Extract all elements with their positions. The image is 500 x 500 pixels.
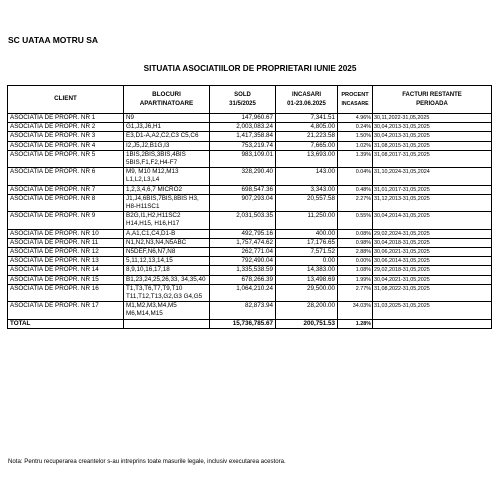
cell-blocuri: B1,23,24,25,26,33, 34,35,40 [124, 275, 210, 284]
cell-blocuri: G1,J3,J6,H1 [124, 123, 210, 132]
cell-sold: 147,960.67 [210, 114, 276, 123]
cell-blocuri: M9, M10 M12,M13 L1,L2,L3,L4 [124, 168, 210, 185]
cell-client: ASOCIATIA DE PROPR. NR 2 [8, 123, 124, 132]
cell-blocuri: E3,D1-A,A2,C2,C3 C5,C6 [124, 132, 210, 141]
cell-procent: 1.08% [338, 266, 373, 275]
cell-procent: 1.99% [338, 275, 373, 284]
total-sold: 15,736,785.67 [210, 319, 276, 328]
cell-client: ASOCIATIA DE PROPR. NR 5 [8, 150, 124, 167]
cell-client: ASOCIATIA DE PROPR. NR 4 [8, 141, 124, 150]
cell-client: ASOCIATIA DE PROPR. NR 1 [8, 114, 124, 123]
header-blocuri: BLOCURI APARTINATOARE [124, 86, 210, 114]
cell-incasari: 3,343.00 [276, 185, 338, 194]
cell-sold: 328,290.40 [210, 168, 276, 185]
cell-incasari: 0.00 [276, 257, 338, 266]
cell-perioada: 31,08,2015-31,05,2025 [373, 141, 492, 150]
cell-incasari: 29,500.00 [276, 284, 338, 301]
cell-procent: 1.39% [338, 150, 373, 167]
cell-procent: 4.96% [338, 114, 373, 123]
total-perioada [373, 319, 492, 328]
cell-blocuri: T1,T3,T6,T7,T9,T10 T11,T12,T13,G2,G3 G4,G5 [124, 284, 210, 301]
total-procent: 1.28% [338, 319, 373, 328]
total-blocuri [124, 319, 210, 328]
header-incasari: INCASARI 01-23.06.2025 [276, 86, 338, 114]
cell-perioada: 31,12,2013-31,05,2025 [373, 194, 492, 211]
table-row [8, 150, 492, 167]
cell-blocuri: M1,M2,M3,M4,M5 M6,M14,M15 [124, 302, 210, 319]
header-sold: SOLD 31/5/2025 [210, 86, 276, 114]
cell-sold: 753,219.74 [210, 141, 276, 150]
table-row [8, 229, 492, 238]
cell-incasari: 7,341.51 [276, 114, 338, 123]
header-client: CLIENT [8, 86, 124, 114]
cell-perioada: 31,01,2017-31,05,2025 [373, 185, 492, 194]
cell-client: ASOCIATIA DE PROPR. NR 3 [8, 132, 124, 141]
cell-incasari: 400.00 [276, 229, 338, 238]
cell-client: ASOCIATIA DE PROPR. NR 15 [8, 275, 124, 284]
header-facturi: FACTURI RESTANTE PERIOADA [373, 86, 492, 114]
cell-perioada: 30,06,2014-31,05,2025 [373, 257, 492, 266]
cell-perioada: 31,08,2022-31,05,2025 [373, 284, 492, 301]
cell-sold: 82,873.94 [210, 302, 276, 319]
table-row [8, 302, 492, 319]
cell-blocuri: 5,11,12,13,14,15 [124, 257, 210, 266]
cell-client: ASOCIATIA DE PROPR. NR 13 [8, 257, 124, 266]
cell-sold: 1,335,538.59 [210, 266, 276, 275]
cell-sold: 1,757,474.62 [210, 238, 276, 247]
table-row [8, 114, 492, 123]
cell-procent: 0.08% [338, 229, 373, 238]
cell-client: ASOCIATIA DE PROPR. NR 16 [8, 284, 124, 301]
cell-perioada: 30,04,2018-31,05,2025 [373, 238, 492, 247]
table-row [8, 141, 492, 150]
cell-sold: 698,547.36 [210, 185, 276, 194]
table-row [8, 212, 492, 229]
table-row [8, 238, 492, 247]
cell-blocuri: 1BIS,2BIS,3BIS,4BIS 5BIS,F1,F2,H4-F7 [124, 150, 210, 167]
cell-incasari: 13,498.69 [276, 275, 338, 284]
total-incasari: 200,751.53 [276, 319, 338, 328]
cell-client: ASOCIATIA DE PROPR. NR 8 [8, 194, 124, 211]
table-row [8, 132, 492, 141]
cell-client: ASOCIATIA DE PROPR. NR 7 [8, 185, 124, 194]
cell-blocuri: A,A1,C1,C4,D1-B [124, 229, 210, 238]
cell-blocuri: N5DEF,N6,N7,N8 [124, 248, 210, 257]
company-name: SC UATAA MOTRU SA [8, 35, 99, 45]
cell-perioada: 31,10,2024-31,05,2024 [373, 168, 492, 185]
total-row [8, 319, 492, 328]
cell-blocuri: N1,N2,N3,N4,N5ABC [124, 238, 210, 247]
cell-perioada: 30,04,2021-31,05,2025 [373, 275, 492, 284]
cell-incasari: 7,665.00 [276, 141, 338, 150]
cell-client: ASOCIATIA DE PROPR. NR 12 [8, 248, 124, 257]
cell-procent: 2.88% [338, 248, 373, 257]
cell-client: ASOCIATIA DE PROPR. NR 10 [8, 229, 124, 238]
cell-incasari: 14,383.00 [276, 266, 338, 275]
table-row [8, 284, 492, 301]
cell-sold: 907,293.04 [210, 194, 276, 211]
cell-procent: 1.50% [338, 132, 373, 141]
cell-sold: 262,771.04 [210, 248, 276, 257]
cell-blocuri: I2,J5,J2,B1G,I3 [124, 141, 210, 150]
cell-client: ASOCIATIA DE PROPR. NR 6 [8, 168, 124, 185]
cell-incasari: 21,223.58 [276, 132, 338, 141]
cell-procent: 0.04% [338, 168, 373, 185]
cell-sold: 1,417,358.84 [210, 132, 276, 141]
cell-incasari: 17,176.65 [276, 238, 338, 247]
table-row [8, 266, 492, 275]
table-header-row [8, 86, 492, 114]
cell-sold: 2,031,503.35 [210, 212, 276, 229]
cell-blocuri: N9 [124, 114, 210, 123]
cell-perioada: 31,08,2017-31,05,2025 [373, 150, 492, 167]
table-row [8, 257, 492, 266]
footnote: Nota: Pentru recuperarea creantelor s-au intreprins toate masurile legale, inclusiv executarea acestora. [8, 458, 286, 465]
cell-perioada: 30,04,2014-31,05,2025 [373, 212, 492, 229]
cell-procent: 2.27% [338, 194, 373, 211]
cell-client: ASOCIATIA DE PROPR. NR 11 [8, 238, 124, 247]
cell-sold: 492,795.16 [210, 229, 276, 238]
cell-blocuri: 8,9,10,16,17,18 [124, 266, 210, 275]
cell-perioada: 30,06,2021-31,05,2025 [373, 248, 492, 257]
cell-incasari: 20,557.58 [276, 194, 338, 211]
cell-sold: 792,490.04 [210, 257, 276, 266]
cell-sold: 678,266.39 [210, 275, 276, 284]
cell-procent: 0.98% [338, 238, 373, 247]
cell-sold: 1,064,210.24 [210, 284, 276, 301]
cell-perioada: 30,04,2013-31,05,2025 [373, 132, 492, 141]
header-procent: PROCENT INCASARE [338, 86, 373, 114]
cell-incasari: 7,571.52 [276, 248, 338, 257]
table-row [8, 248, 492, 257]
cell-perioada: 29,02,2024-31,05,2025 [373, 229, 492, 238]
cell-procent: 0.24% [338, 123, 373, 132]
cell-incasari: 143.00 [276, 168, 338, 185]
cell-client: ASOCIATIA DE PROPR. NR 14 [8, 266, 124, 275]
table-row [8, 275, 492, 284]
cell-client: ASOCIATIA DE PROPR. NR 9 [8, 212, 124, 229]
table-row [8, 185, 492, 194]
cell-procent: 1.02% [338, 141, 373, 150]
cell-sold: 983,109.01 [210, 150, 276, 167]
cell-procent: 34.03% [338, 302, 373, 319]
cell-incasari: 28,200.00 [276, 302, 338, 319]
cell-perioada: 31,03,2025-31,05,2025 [373, 302, 492, 319]
cell-procent: 0.48% [338, 185, 373, 194]
table-row [8, 168, 492, 185]
total-label: TOTAL [8, 319, 124, 328]
cell-incasari: 4,805.00 [276, 123, 338, 132]
associations-table [7, 85, 492, 329]
table-row [8, 123, 492, 132]
cell-perioada: 30,11,2022-31,05,2025 [373, 114, 492, 123]
cell-incasari: 11,250.00 [276, 212, 338, 229]
cell-procent: 0.00% [338, 257, 373, 266]
report-title: SITUATIA ASOCIATIILOR DE PROPRIETARI IUNIE 2025 [143, 64, 357, 73]
cell-perioada: 30,04,2013-31,05,2025 [373, 123, 492, 132]
table-row [8, 194, 492, 211]
cell-incasari: 13,693.00 [276, 150, 338, 167]
cell-perioada: 29,02,2018-31,05,2025 [373, 266, 492, 275]
cell-client: ASOCIATIA DE PROPR. NR 17 [8, 302, 124, 319]
cell-sold: 2,003,083.24 [210, 123, 276, 132]
cell-procent: 0.55% [338, 212, 373, 229]
cell-procent: 2.77% [338, 284, 373, 301]
cell-blocuri: 1,2,3,4,6,7 MICRO2 [124, 185, 210, 194]
cell-blocuri: B2G,I1,H2,H11SC2 H14,H15, H16,H17 [124, 212, 210, 229]
cell-blocuri: J1,J4,6BIS,7BIS,8BIS H3, H8-H11SC1 [124, 194, 210, 211]
